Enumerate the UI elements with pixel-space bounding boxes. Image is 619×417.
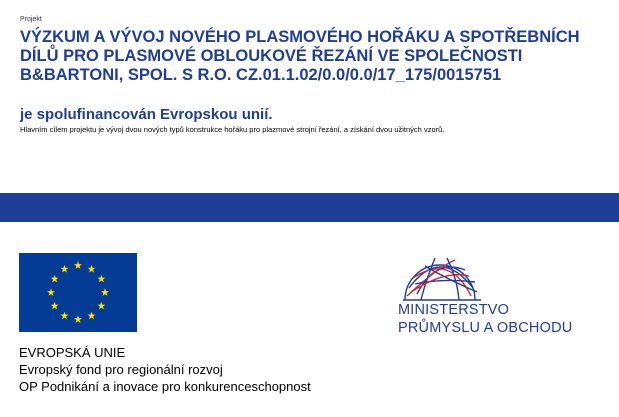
project-description: Hlavním cílem projektu je vývoj dvou nových typů konstrukce hořáku pro plazmové strojní řezání, a získání dvou užitných vzorů. <box>20 125 445 134</box>
eu-flag-icon <box>19 253 137 332</box>
eu-star-icon <box>51 302 59 310</box>
eu-line: EVROPSKÁ UNIE <box>19 345 126 360</box>
project-title <box>20 28 610 85</box>
eu-star-icon <box>88 312 96 320</box>
eu-star-icon <box>88 265 96 273</box>
eu-star-icon <box>101 288 109 296</box>
eu-star-icon <box>47 288 55 296</box>
eu-star-icon <box>61 265 69 273</box>
eu-star-icon <box>74 315 82 323</box>
blue-divider-band <box>0 193 619 222</box>
mpo-line: MINISTERSTVO <box>398 302 510 318</box>
eu-star-icon <box>74 261 82 269</box>
title-line: DÍLŮ PRO PLASMOVÉ OBLOUKOVÉ ŘEZÁNÍ VE SPOLEČNOSTI <box>20 47 523 65</box>
eu-line: Evropský fond pro regionální rozvoj <box>19 362 223 377</box>
eu-line: OP Podnikání a inovace pro konkurenceschopnost <box>19 379 311 394</box>
eu-star-icon <box>61 312 69 320</box>
mpo-line: PRŮMYSLU A OBCHODU <box>398 320 573 336</box>
eu-funding-text <box>19 344 311 395</box>
eu-star-icon <box>97 275 105 283</box>
eu-star-icon <box>97 302 105 310</box>
cofinancing-statement: je spolufinancován Evropskou unií. <box>20 106 273 123</box>
title-line: VÝZKUM A VÝVOJ NOVÉHO PLASMOVÉHO HOŘÁKU A SPOTŘEBNÍCH <box>20 28 580 46</box>
title-line: B&BARTONI, SPOL. S R.O. CZ.01.1.02/0.0/0.0/17_175/0015751 <box>20 66 502 84</box>
mpo-name <box>398 301 572 337</box>
eu-star-icon <box>51 275 59 283</box>
project-label: Projekt <box>20 16 42 23</box>
